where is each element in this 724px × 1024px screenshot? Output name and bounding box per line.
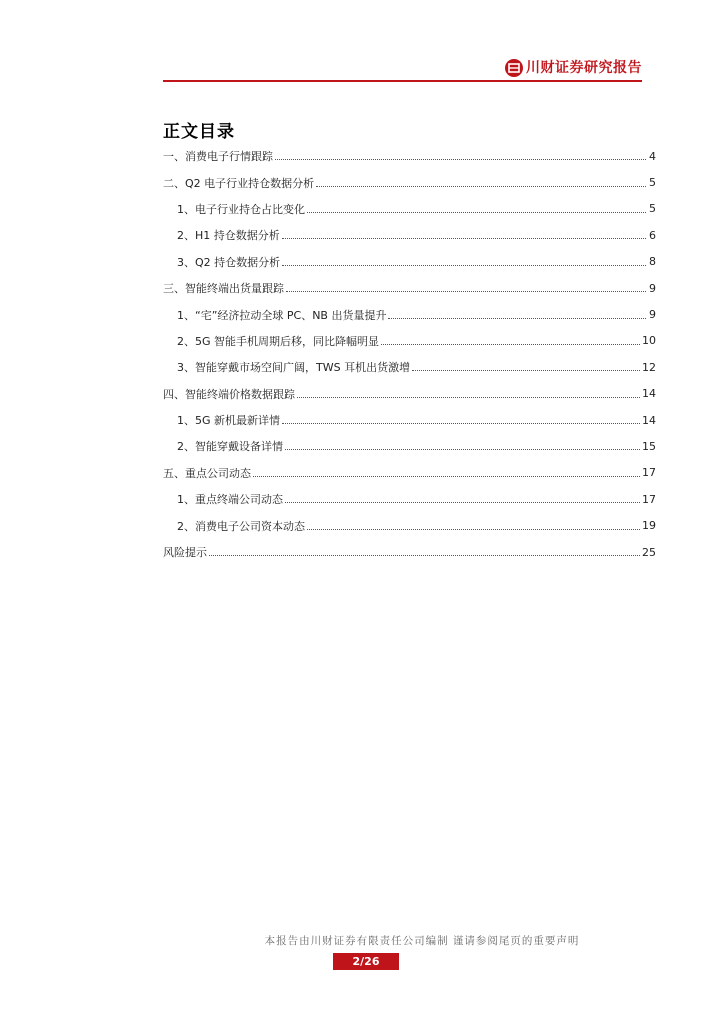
toc-dot-leader (297, 386, 640, 398)
toc-entry-label: 3、Q2 持仓数据分析 (177, 255, 281, 269)
toc-entry[interactable] (163, 301, 656, 327)
toc-entry[interactable] (163, 222, 656, 248)
toc-dot-leader (275, 148, 646, 160)
toc-entry[interactable] (163, 196, 656, 222)
toc-page-number: 17 (642, 466, 656, 480)
toc-page-number: 15 (642, 439, 656, 453)
toc-dot-leader (282, 412, 640, 424)
toc-page-number: 6 (649, 228, 656, 242)
toc-dot-leader (285, 491, 640, 503)
toc-page-number: 14 (642, 413, 656, 427)
toc-dot-leader (209, 544, 640, 556)
toc-dot-leader (285, 438, 640, 450)
table-of-contents (163, 143, 656, 565)
toc-entry[interactable] (163, 143, 656, 169)
toc-entry-label: 1、5G 新机最新详情 (177, 414, 281, 428)
toc-entry[interactable] (163, 512, 656, 538)
toc-page-number: 5 (649, 176, 656, 190)
toc-entry-label: 三、智能终端出货量跟踪 (163, 282, 284, 296)
toc-dot-leader (282, 254, 646, 266)
toc-entry[interactable] (163, 328, 656, 354)
toc-entry[interactable] (163, 539, 656, 565)
toc-dot-leader (282, 227, 646, 239)
toc-page-number: 10 (642, 334, 656, 348)
toc-dot-leader (307, 201, 646, 213)
toc-entry[interactable] (163, 381, 656, 407)
toc-entry-label: 五、重点公司动态 (163, 466, 251, 480)
toc-entry[interactable] (163, 486, 656, 512)
toc-entry[interactable] (163, 354, 656, 380)
toc-entry-label: 1、电子行业持仓占比变化 (177, 202, 305, 216)
toc-entry[interactable] (163, 433, 656, 459)
brand-logo (505, 58, 642, 78)
toc-dot-leader (412, 359, 640, 371)
toc-entry[interactable] (163, 460, 656, 486)
toc-page-number: 9 (649, 308, 656, 322)
toc-entry-label: 二、Q2 电子行业持仓数据分析 (163, 176, 315, 190)
toc-entry-label: 一、消费电子行情跟踪 (163, 150, 273, 164)
toc-entry[interactable] (163, 169, 656, 195)
header-divider (163, 80, 642, 82)
toc-title: 正文目录 (163, 122, 235, 142)
toc-page-number: 14 (642, 387, 656, 401)
toc-dot-leader (388, 307, 646, 319)
toc-page-number: 19 (642, 519, 656, 533)
toc-dot-leader (316, 175, 646, 187)
toc-entry-label: 2、5G 智能手机周期后移，同比降幅明显 (177, 334, 380, 348)
toc-entry[interactable] (163, 249, 656, 275)
toc-entry-label: 四、智能终端价格数据跟踪 (163, 387, 295, 401)
toc-entry-label: 3、智能穿戴市场空间广阔，TWS 耳机出货激增 (177, 361, 411, 375)
toc-page-number: 12 (642, 360, 656, 374)
toc-dot-leader (253, 465, 640, 477)
toc-entry[interactable] (163, 275, 656, 301)
brand-name: 川财证券研究报告 (526, 60, 642, 76)
toc-dot-leader (381, 333, 640, 345)
brand-mark-icon (505, 59, 523, 77)
toc-dot-leader (307, 518, 640, 530)
toc-page-number: 17 (642, 492, 656, 506)
toc-entry-label: 风险提示 (163, 546, 207, 560)
toc-entry-label: 2、智能穿戴设备详情 (177, 440, 283, 454)
toc-dot-leader (286, 280, 646, 292)
toc-entry-label: 2、H1 持仓数据分析 (177, 229, 280, 243)
toc-entry[interactable] (163, 407, 656, 433)
toc-page-number: 9 (649, 281, 656, 295)
toc-entry-label: 2、消费电子公司资本动态 (177, 519, 305, 533)
toc-page-number: 8 (649, 255, 656, 269)
toc-entry-label: 1、重点终端公司动态 (177, 493, 283, 507)
toc-entry-label: 1、“宅”经济拉动全球 PC、NB 出货量提升 (177, 308, 387, 322)
page-number-badge: 2/26 (333, 953, 399, 970)
toc-page-number: 4 (649, 149, 656, 163)
footer-disclaimer: 本报告由川财证券有限责任公司编制 谨请参阅尾页的重要声明 (264, 935, 580, 947)
toc-page-number: 5 (649, 202, 656, 216)
toc-page-number: 25 (642, 545, 656, 559)
